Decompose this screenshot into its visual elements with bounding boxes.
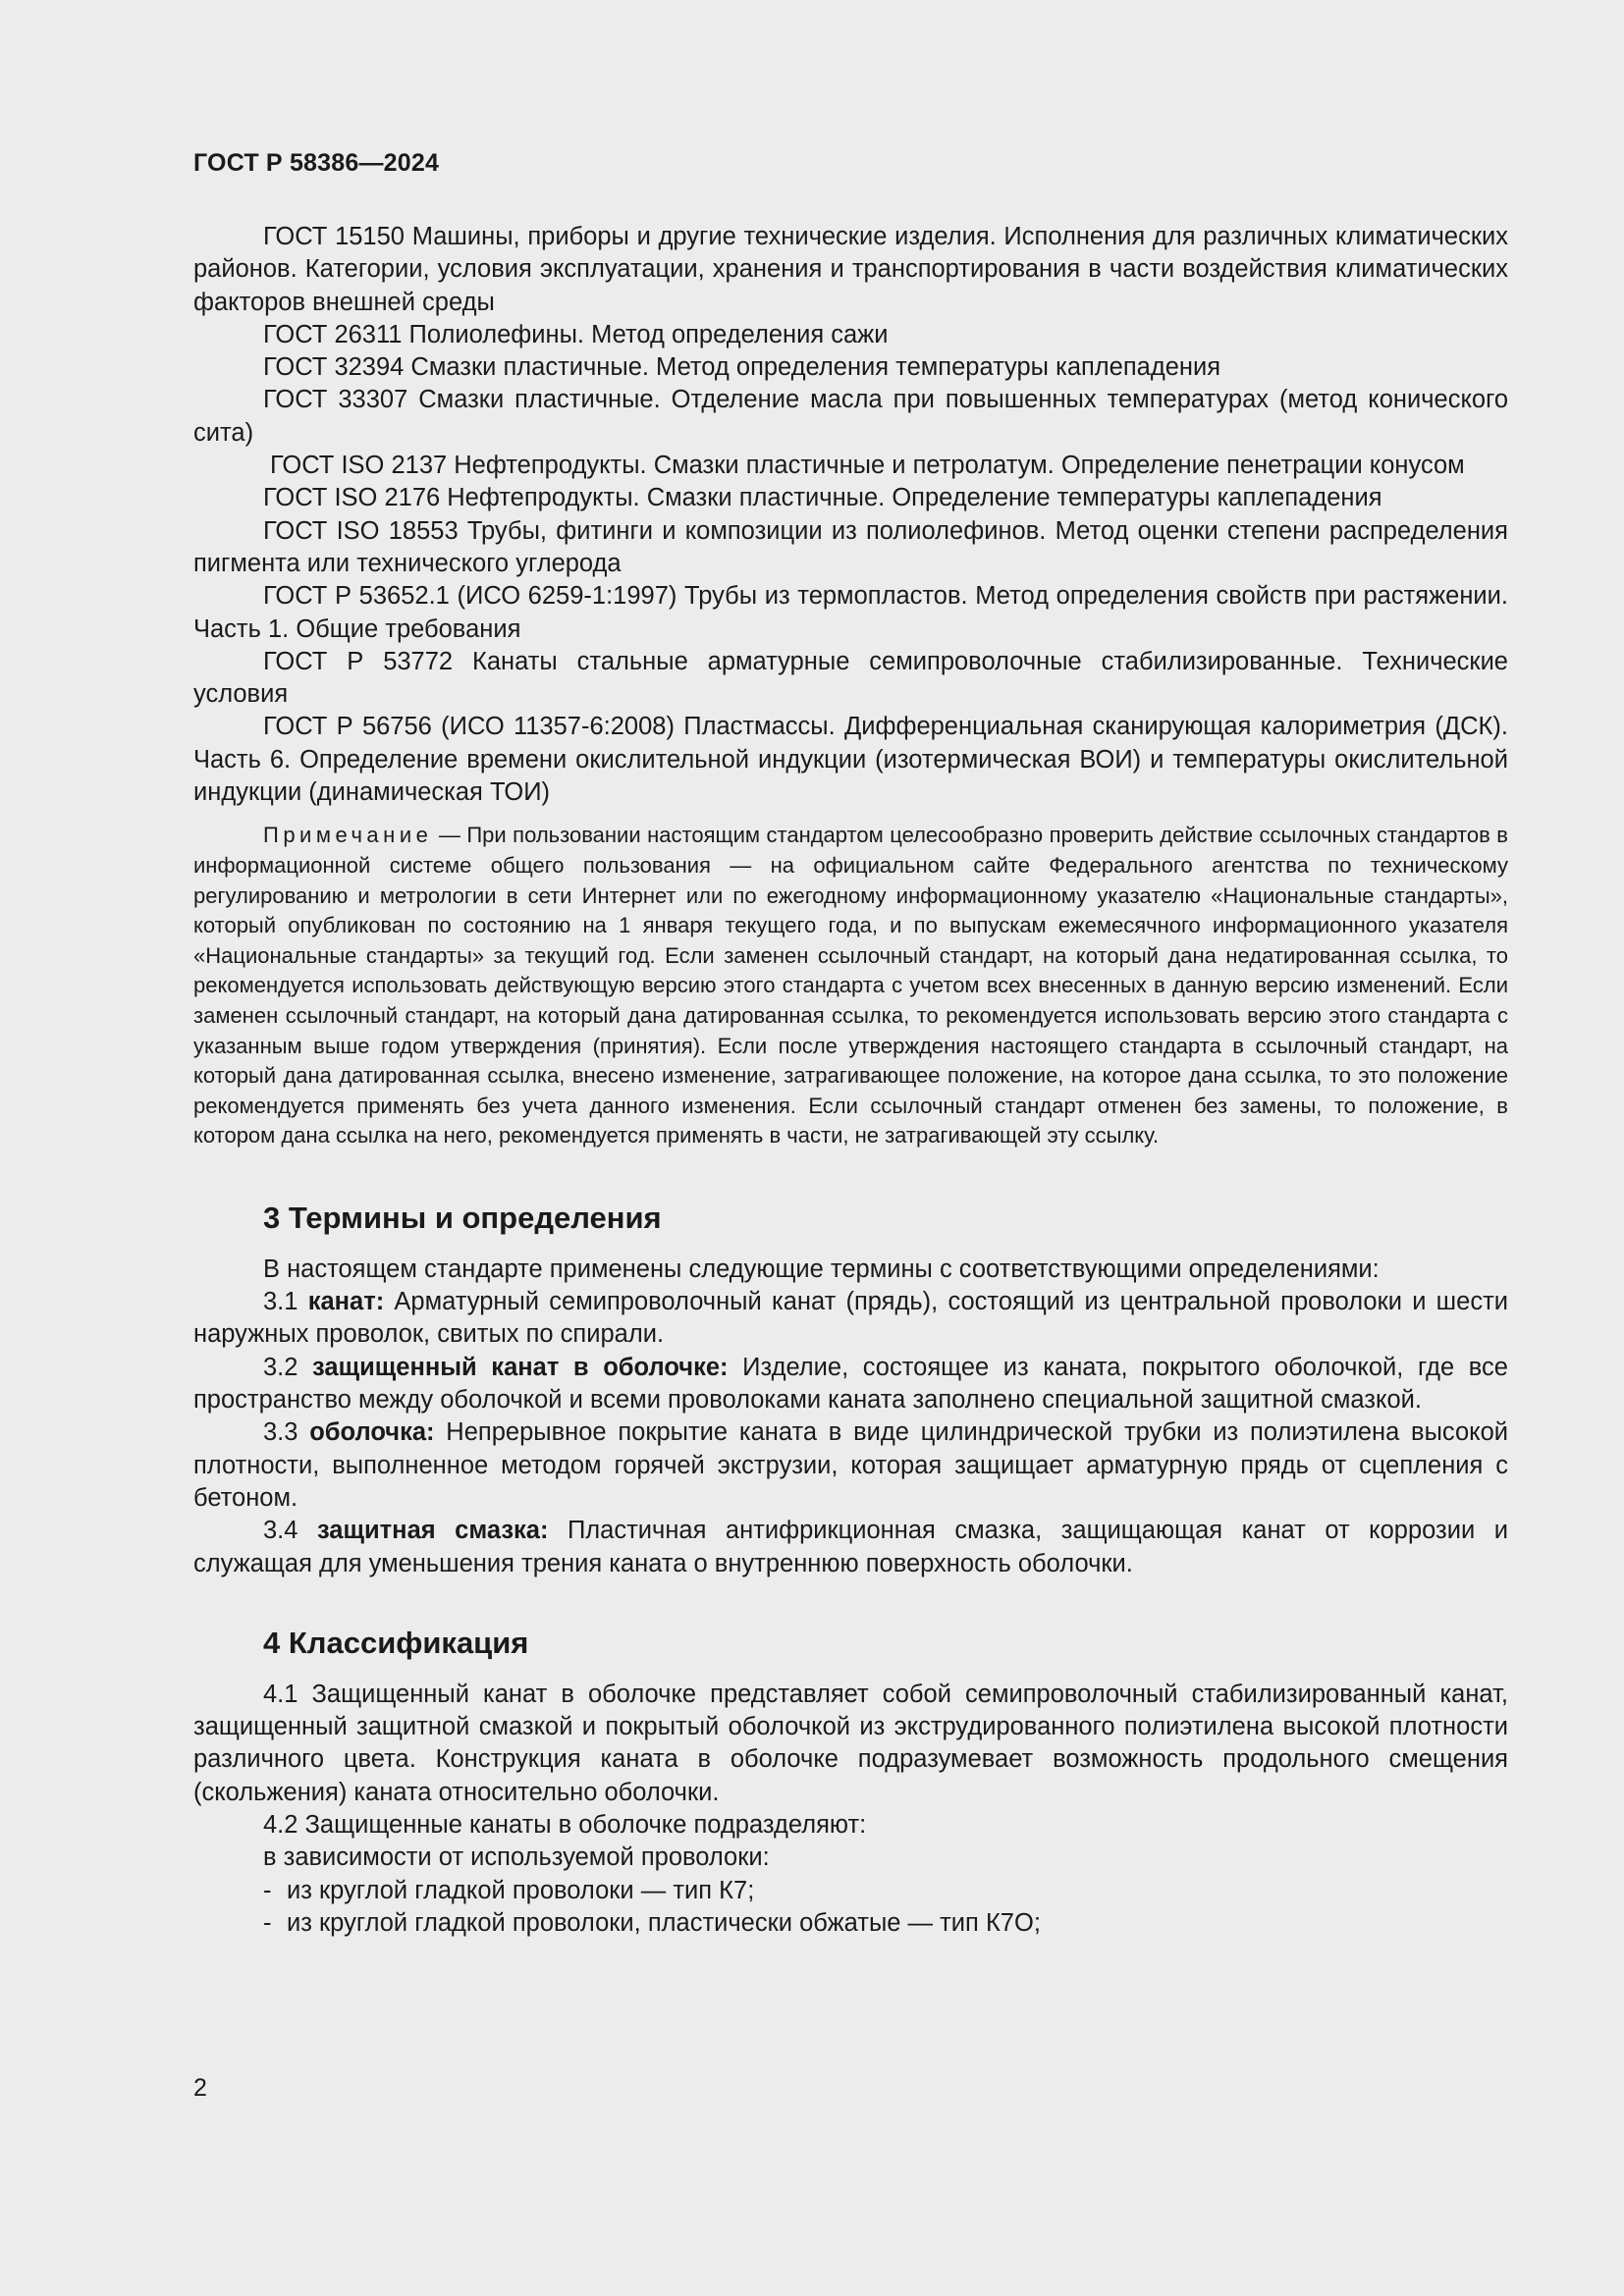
paragraph: 4.2 Защищенные канаты в оболочке подразделяют: [263,1811,867,1840]
reference-item: ГОСТ 33307 Смазки пластичные. Отделение масла при повышенных температурах (метод конического сита) [193,386,1508,447]
document-header: ГОСТ Р 58386—2024 [193,149,440,177]
section-classification [193,1624,1508,1940]
reference-item: ГОСТ 32394 Смазки пластичные. Метод определения температуры каплепадения [263,353,1221,382]
normative-references [193,221,1508,809]
note-label: Примечание [263,823,433,848]
paragraph: в зависимости от используемой проволоки: [263,1843,770,1872]
term-definition: 3.4 защитная смазка: Пластичная антифрикционная смазка, защищающая канат от коррозии и служащая для уменьшения трения каната о внутреннюю поверхность оболочки. [193,1517,1508,1577]
note-text: — При пользовании настоящим стандартом целесообразно проверить действие ссылочных стандартов в информационной системе общего пользования — на официальном сайте Федерального агентства по техническому регулированию и метрологии в сети Интернет или по ежегодному информационному указателю «Национальные стандарты», который опубликован по состоянию на 1 января текущего года, и по выпускам ежемесячного информационного указателя «Национальные стандарты» за текущий год. Если заменен ссылочный стандарт, на который дана недатированная ссылка, то рекомендуется использовать действующую версию этого стандарта с учетом всех внесенных в данную версию изменений. Если заменен ссылочный стандарт, на который дана датированная ссылка, то рекомендуется использовать версию этого стандарта с указанным выше годом утверждения (принятия). Если после утверждения настоящего стандарта в ссылочный стандарт, на который дана датированная ссылка, внесено изменение, затрагивающее положение, на которое дана ссылка, то это положение рекомендуется применять без учета данного изменения. Если ссылочный стандарт отменен без замены, то положение, в котором дана ссылка на него, рекомендуется применять в части, не затрагивающей эту ссылку. [193,823,1508,1148]
reference-item: ГОСТ Р 53772 Канаты стальные арматурные семипроволочные стабилизированные. Технические условия [193,647,1508,709]
reference-item: ГОСТ Р 56756 (ИСО 11357-6:2008) Пластмассы. Дифференциальная сканирующая калориметрия (ДСК). Часть 6. Определение времени окислительной индукции (изотермическая ВОИ) и температуры окислительной индукции (динамическая ТОИ) [193,713,1508,807]
section-terms [193,1199,1508,1580]
section-heading: 4 Классификация [263,1625,529,1660]
note-paragraph [193,821,1508,1151]
term-name: оболочка: [309,1418,435,1447]
note-block [193,821,1508,1151]
reference-item: ГОСТ 15150 Машины, приборы и другие технические изделия. Исполнения для различных климатических районов. Категории, условия эксплуатации, хранения и транспортирования в части воздействия климатических факторов внешней среды [193,223,1508,316]
list-item: - из круглой гладкой проволоки, пластически обжатые — тип К7О; [263,1908,1041,1937]
reference-item: ГОСТ ISO 2176 Нефтепродукты. Смазки пластичные. Определение температуры каплепадения [263,484,1382,512]
reference-item: ГОСТ ISO 18553 Трубы, фитинги и композиции из полиолефинов. Метод оценки степени распределения пигмента или технического углерода [193,516,1508,577]
page-number: 2 [193,2074,207,2102]
paragraph: 4.1 Защищенный канат в оболочке представляет собой семипроволочный стабилизированный канат, защищенный защитной смазкой и покрытый оболочкой из экструдированного полиэтилена высокой плотности различного цвета. Конструкция каната в оболочке подразумевает возможность продольного смещения (скольжения) каната относительно оболочки. [193,1680,1508,1806]
term-name: защитная смазка: [316,1517,549,1545]
list-item: - из круглой гладкой проволоки — тип К7; [263,1876,755,1904]
document-body [193,221,1508,1940]
term-definition: 3.3 оболочка: Непрерывное покрытие каната в виде цилиндрической трубки из полиэтилена высокой плотности, выполненное методом горячей экструзии, которая защищает арматурную прядь от сцепления с бетоном. [193,1418,1508,1512]
section-intro: В настоящем стандарте применены следующие термины с соответствующими определениями: [263,1255,1380,1283]
term-name: защищенный канат в оболочке: [312,1353,729,1381]
term-definition: 3.1 канат: Арматурный семипроволочный канат (прядь), состоящий из центральной проволоки и шести наружных проволок, свитых по спирали. [193,1288,1508,1349]
reference-item: ГОСТ 26311 Полиолефины. Метод определения сажи [263,320,889,348]
reference-item: ГОСТ ISO 2137 Нефтепродукты. Смазки пластичные и петролатум. Определение пенетрации конусом [270,452,1465,480]
term-name: канат: [307,1288,385,1316]
reference-item: ГОСТ Р 53652.1 (ИСО 6259-1:1997) Трубы из термопластов. Метод определения свойств при растяжении. Часть 1. Общие требования [193,582,1508,643]
section-heading: 3 Термины и определения [263,1200,662,1235]
term-definition: 3.2 защищенный канат в оболочке: Изделие, состоящее из каната, покрытого оболочкой, где все пространство между оболочкой и всеми проволоками каната заполнено специальной защитной смазкой. [193,1353,1508,1415]
